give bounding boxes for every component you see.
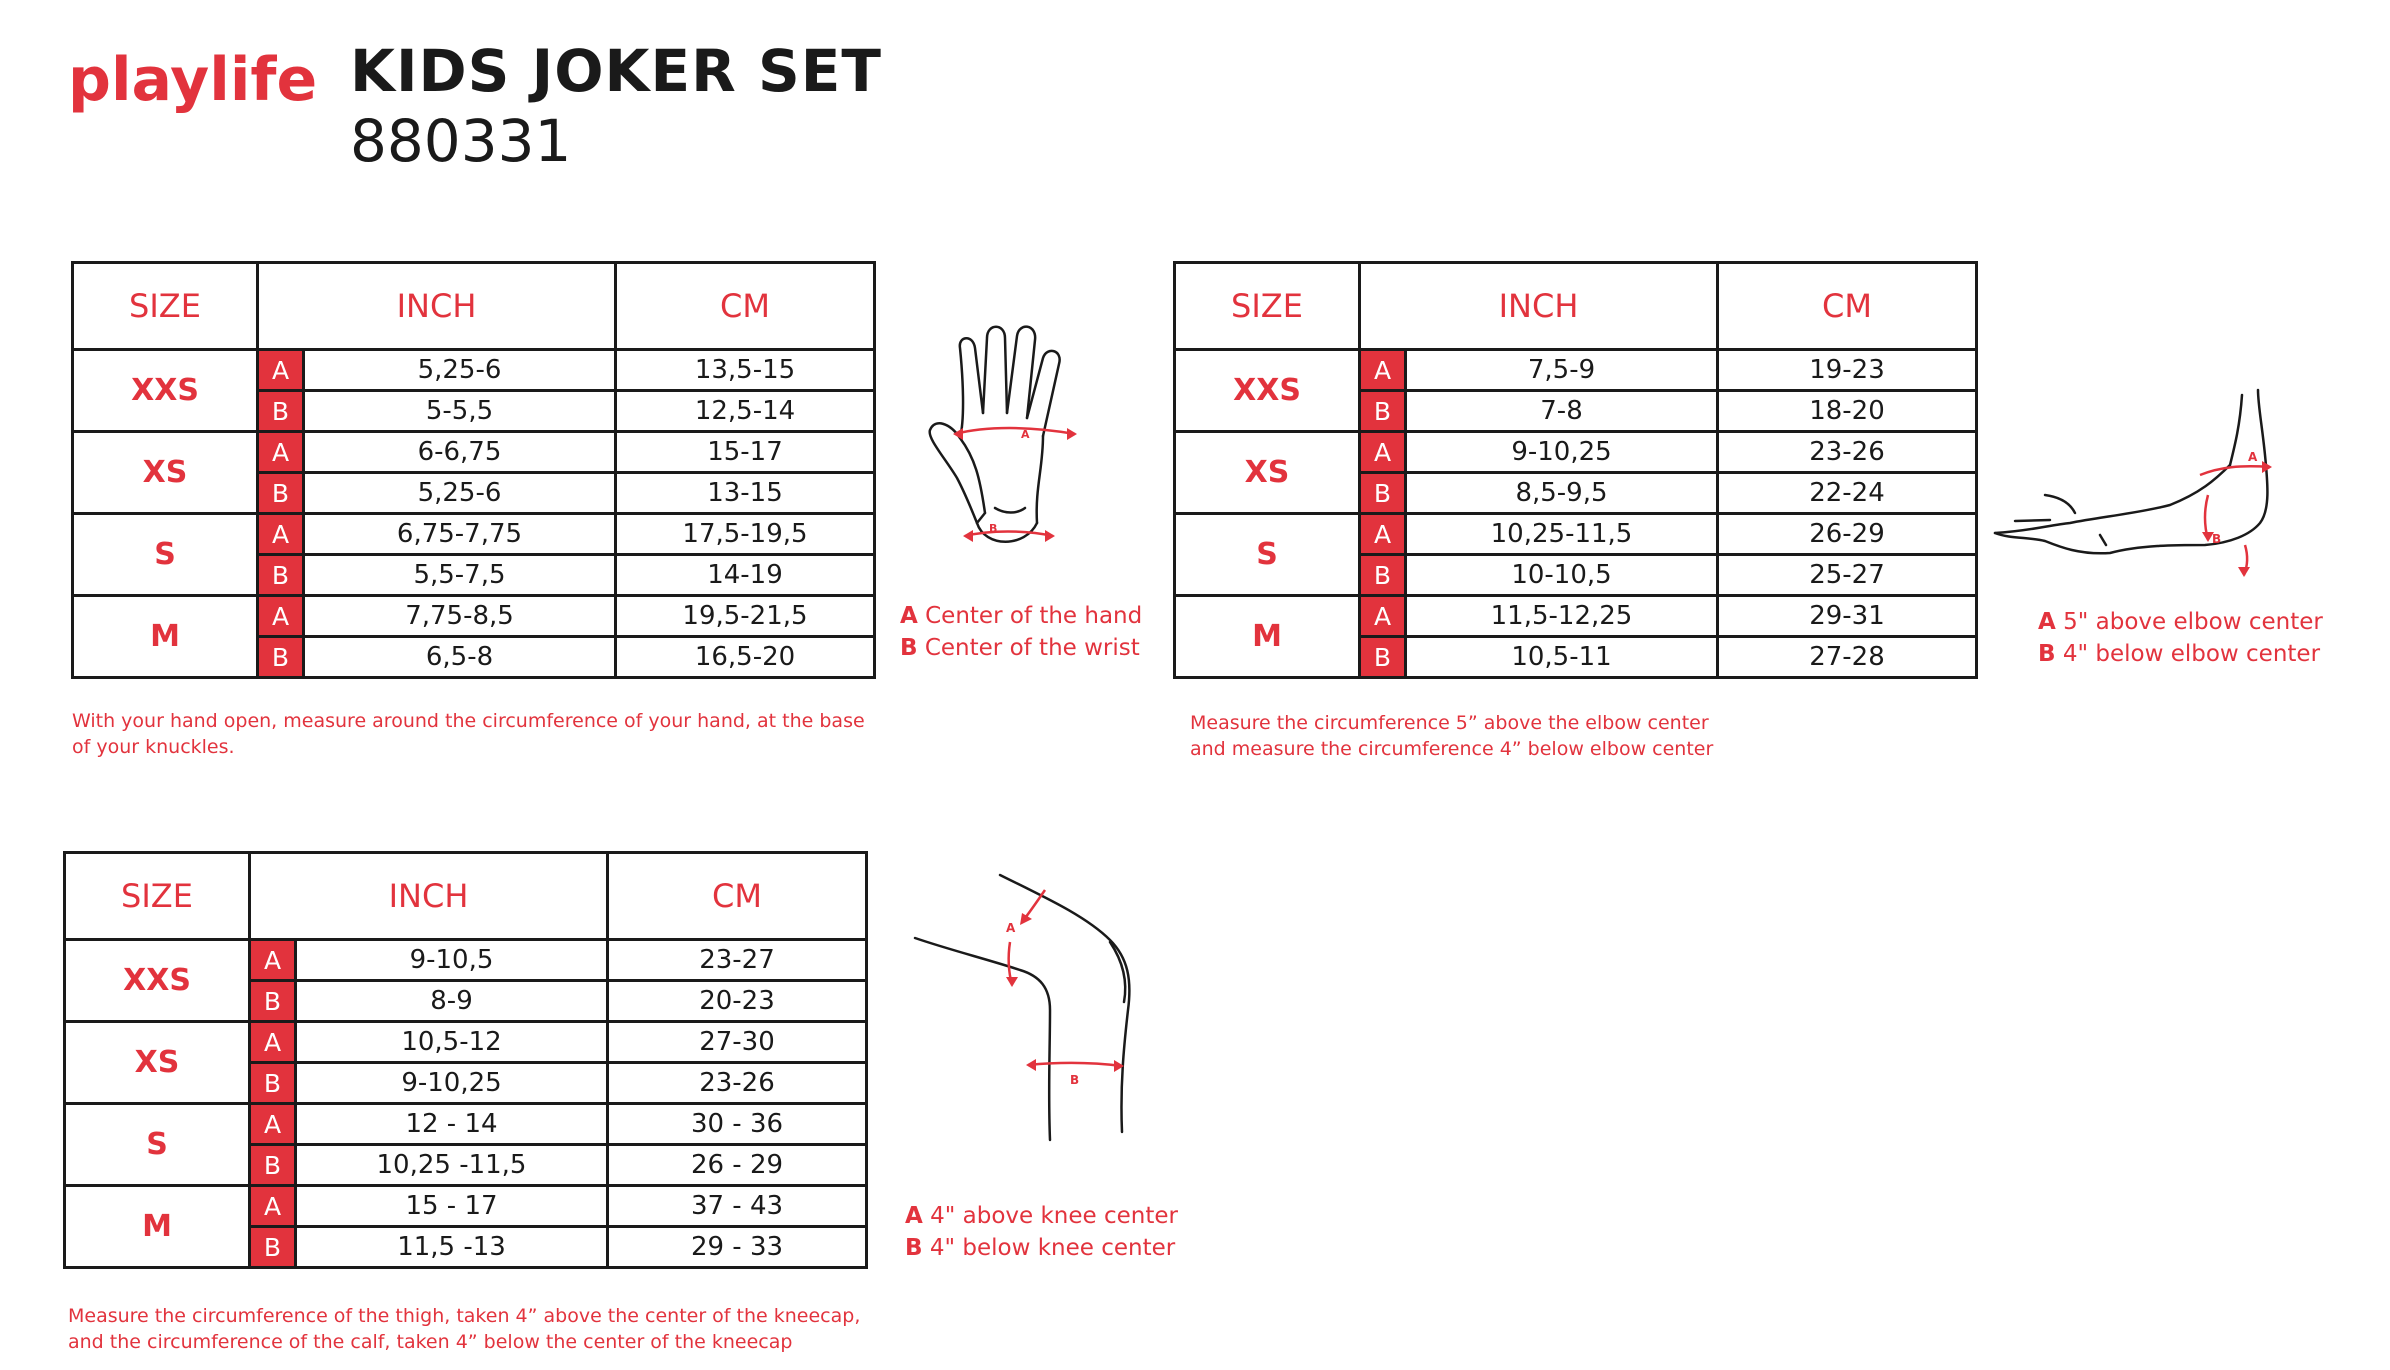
inch-value: 10,5-11 (1406, 637, 1718, 678)
measure-a-tag: A (258, 432, 304, 473)
measure-b-tag: B (1360, 473, 1406, 514)
gloves-instructions (72, 708, 892, 760)
cm-header: CM (616, 263, 875, 350)
knee-illustration (910, 870, 1150, 1160)
inch-header: INCH (258, 263, 616, 350)
legend-text: 4" below elbow center (2062, 641, 2321, 667)
inch-value: 5,25-6 (304, 473, 616, 514)
legend-letter: A (905, 1203, 923, 1229)
legend-a (2038, 606, 2323, 638)
inch-header: INCH (250, 853, 608, 940)
gloves-size-table (71, 261, 876, 679)
measure-a-tag: A (250, 1022, 296, 1063)
cm-value: 23-27 (608, 940, 867, 981)
inch-value: 9-10,25 (1406, 432, 1718, 473)
elbow-illustration (1990, 385, 2330, 585)
cm-value: 26-29 (1718, 514, 1977, 555)
inch-value: 7-8 (1406, 391, 1718, 432)
inch-value: 10,5-12 (296, 1022, 608, 1063)
inch-value: 10-10,5 (1406, 555, 1718, 596)
table-row (65, 940, 867, 981)
legend-text: 4" above knee center (930, 1203, 1178, 1229)
inch-value: 11,5-12,25 (1406, 596, 1718, 637)
table-row (1175, 432, 1977, 473)
measure-a-tag: A (258, 350, 304, 391)
measure-a-tag: A (258, 596, 304, 637)
measure-b-tag: B (250, 1227, 296, 1268)
cm-header: CM (1718, 263, 1977, 350)
cm-value: 30 - 36 (608, 1104, 867, 1145)
measure-b-tag: B (258, 555, 304, 596)
table-row (73, 514, 875, 555)
svg-text:B: B (989, 522, 998, 535)
legend-text: Center of the wrist (924, 635, 1140, 661)
legend-a (905, 1200, 1178, 1232)
legend-letter: A (2038, 609, 2056, 635)
measure-a-tag: A (1360, 432, 1406, 473)
measure-b-tag: B (250, 1145, 296, 1186)
cm-value: 19,5-21,5 (616, 596, 875, 637)
size-label: M (73, 596, 258, 678)
svg-text:B: B (1070, 1073, 1080, 1087)
cm-value: 15-17 (616, 432, 875, 473)
note-line: With your hand open, measure around the circumference of your hand, at the base (72, 710, 865, 732)
size-label: XS (73, 432, 258, 514)
table-row (1175, 596, 1977, 637)
note-line: Measure the circumference 5” above the elbow center (1190, 712, 1709, 734)
size-label: XS (65, 1022, 250, 1104)
measure-a-tag: A (1360, 350, 1406, 391)
cm-value: 26 - 29 (608, 1145, 867, 1186)
legend-text: 4" below knee center (929, 1235, 1176, 1261)
inch-value: 9-10,25 (296, 1063, 608, 1104)
note-line: of your knuckles. (72, 736, 235, 758)
size-label: S (65, 1104, 250, 1186)
legend-letter: A (900, 603, 918, 629)
knee-instructions (68, 1303, 928, 1355)
inch-value: 9-10,5 (296, 940, 608, 981)
size-label: M (1175, 596, 1360, 678)
inch-value: 7,5-9 (1406, 350, 1718, 391)
cm-value: 20-23 (608, 981, 867, 1022)
cm-value: 23-26 (1718, 432, 1977, 473)
measure-a-tag: A (1360, 514, 1406, 555)
knee-size-table (63, 851, 868, 1269)
legend-letter: B (905, 1235, 923, 1261)
inch-value: 10,25 -11,5 (296, 1145, 608, 1186)
inch-value: 8,5-9,5 (1406, 473, 1718, 514)
size-label: M (65, 1186, 250, 1268)
legend-text: 5" above elbow center (2063, 609, 2323, 635)
inch-value: 7,75-8,5 (304, 596, 616, 637)
inch-value: 10,25-11,5 (1406, 514, 1718, 555)
measure-a-tag: A (250, 940, 296, 981)
svg-text:A: A (2248, 450, 2258, 464)
inch-value: 11,5 -13 (296, 1227, 608, 1268)
measure-b-tag: B (250, 981, 296, 1022)
cm-value: 29-31 (1718, 596, 1977, 637)
measure-b-tag: B (258, 473, 304, 514)
measure-a-tag: A (250, 1104, 296, 1145)
svg-text:playlife: playlife (68, 45, 318, 115)
measure-a-tag: A (250, 1186, 296, 1227)
gloves-legend (900, 600, 1142, 664)
elbow-instructions (1190, 710, 1950, 762)
measure-b-tag: B (258, 391, 304, 432)
inch-value: 6-6,75 (304, 432, 616, 473)
size-label: XXS (73, 350, 258, 432)
cm-value: 25-27 (1718, 555, 1977, 596)
inch-value: 15 - 17 (296, 1186, 608, 1227)
note-line: Measure the circumference of the thigh, taken 4” above the center of the kneecap, (68, 1305, 861, 1327)
measure-b-tag: B (1360, 391, 1406, 432)
cm-value: 13,5-15 (616, 350, 875, 391)
note-line: and the circumference of the calf, taken 4” below the center of the kneecap (68, 1331, 793, 1353)
legend-b (905, 1232, 1178, 1264)
legend-letter: B (900, 635, 918, 661)
table-row (73, 432, 875, 473)
size-label: XS (1175, 432, 1360, 514)
legend-b (900, 632, 1142, 664)
legend-a (900, 600, 1142, 632)
inch-value: 5,25-6 (304, 350, 616, 391)
cm-value: 14-19 (616, 555, 875, 596)
hand-illustration (925, 318, 1125, 558)
size-label: S (73, 514, 258, 596)
measure-b-tag: B (1360, 555, 1406, 596)
cm-value: 29 - 33 (608, 1227, 867, 1268)
svg-text:A: A (1021, 428, 1030, 441)
cm-value: 27-30 (608, 1022, 867, 1063)
inch-value: 5,5-7,5 (304, 555, 616, 596)
legend-text: Center of the hand (925, 603, 1143, 629)
table-row (65, 1186, 867, 1227)
measure-b-tag: B (258, 637, 304, 678)
elbow-legend (2038, 606, 2323, 670)
cm-value: 18-20 (1718, 391, 1977, 432)
cm-value: 27-28 (1718, 637, 1977, 678)
table-row (73, 350, 875, 391)
table-row (65, 1022, 867, 1063)
cm-value: 13-15 (616, 473, 875, 514)
knee-legend (905, 1200, 1178, 1264)
legend-letter: B (2038, 641, 2056, 667)
table-row (1175, 350, 1977, 391)
cm-value: 19-23 (1718, 350, 1977, 391)
cm-value: 17,5-19,5 (616, 514, 875, 555)
inch-value: 5-5,5 (304, 391, 616, 432)
size-label: S (1175, 514, 1360, 596)
svg-text:A: A (1006, 921, 1016, 935)
size-label: XXS (65, 940, 250, 1022)
inch-value: 6,75-7,75 (304, 514, 616, 555)
measure-b-tag: B (250, 1063, 296, 1104)
size-header: SIZE (73, 263, 258, 350)
size-header: SIZE (1175, 263, 1360, 350)
cm-value: 37 - 43 (608, 1186, 867, 1227)
elbow-size-table (1173, 261, 1978, 679)
table-row (1175, 514, 1977, 555)
legend-b (2038, 638, 2323, 670)
inch-header: INCH (1360, 263, 1718, 350)
table-row (73, 596, 875, 637)
size-header: SIZE (65, 853, 250, 940)
measure-b-tag: B (1360, 637, 1406, 678)
cm-value: 22-24 (1718, 473, 1977, 514)
measure-a-tag: A (1360, 596, 1406, 637)
cm-value: 12,5-14 (616, 391, 875, 432)
cm-value: 16,5-20 (616, 637, 875, 678)
table-row (65, 1104, 867, 1145)
product-title: KIDS JOKER SET (350, 37, 882, 105)
note-line: and measure the circumference 4” below elbow center (1190, 738, 1714, 760)
svg-text:B: B (2212, 532, 2222, 546)
inch-value: 12 - 14 (296, 1104, 608, 1145)
playlife-logo (68, 40, 318, 120)
size-label: XXS (1175, 350, 1360, 432)
inch-value: 6,5-8 (304, 637, 616, 678)
cm-value: 23-26 (608, 1063, 867, 1104)
cm-header: CM (608, 853, 867, 940)
product-code: 880331 (350, 107, 572, 175)
measure-a-tag: A (258, 514, 304, 555)
inch-value: 8-9 (296, 981, 608, 1022)
